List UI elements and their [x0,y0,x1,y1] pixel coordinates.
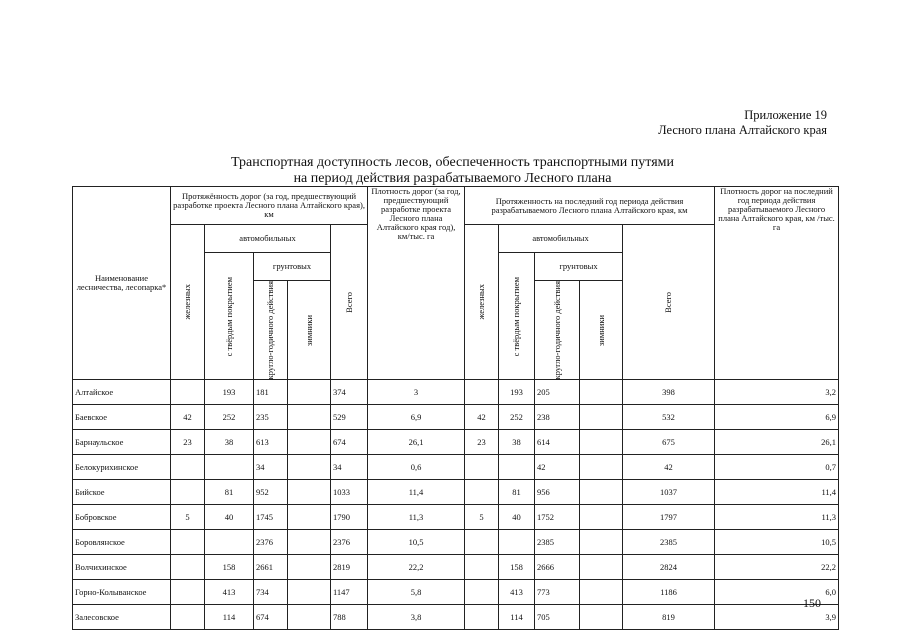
table-cell: 3,2 [715,380,839,405]
header-prev-year-round [254,281,288,380]
table-cell: 22,2 [715,555,839,580]
table-cell [288,580,331,605]
table-cell: 773 [535,580,580,605]
table-cell: 158 [205,555,254,580]
table-cell: 734 [254,580,288,605]
header-prev-total-label: Всего [343,291,354,313]
table-cell: 5 [465,505,499,530]
table-cell [580,480,623,505]
table-cell: 398 [623,380,715,405]
table-cell [580,530,623,555]
header-last-year-round [535,281,580,380]
table-cell: 1790 [331,505,368,530]
table-cell: 674 [254,605,288,630]
table-cell: 2661 [254,555,288,580]
table-cell: 158 [499,555,535,580]
table-cell: 114 [205,605,254,630]
header-last-total [623,225,715,380]
table-cell [288,405,331,430]
table-cell: 23 [465,430,499,455]
table-cell [499,455,535,480]
table-cell: 2376 [331,530,368,555]
table-cell: 40 [205,505,254,530]
table-cell: 1147 [331,580,368,605]
table-cell: 0,7 [715,455,839,480]
table-cell: 2819 [331,555,368,580]
table-cell: 2666 [535,555,580,580]
table-cell: 10,5 [368,530,465,555]
table-cell: 1186 [623,580,715,605]
table-cell [465,605,499,630]
table-cell [465,555,499,580]
table-row [73,580,839,605]
table-cell: 374 [331,380,368,405]
header-last-hard-label: с твёрдым покрытием [511,276,522,356]
table-cell: 413 [499,580,535,605]
forestry-name-cell: Баевское [73,405,171,430]
forestry-name-cell: Залесовское [73,605,171,630]
table-cell [288,505,331,530]
table-cell [465,480,499,505]
table-cell [580,430,623,455]
table-cell [580,580,623,605]
header-prev-dirt: грунтовых [254,253,331,281]
forestry-name-cell: Бийское [73,480,171,505]
appendix-line-1: Приложение 19 [744,108,827,122]
table-cell: 38 [205,430,254,455]
forestry-name-cell: Барнаульское [73,430,171,455]
table-cell: 1752 [535,505,580,530]
table-cell [465,580,499,605]
header-prev-hard-label: с твёрдым покрытием [223,276,234,356]
table-cell: 235 [254,405,288,430]
table-cell: 11,3 [368,505,465,530]
table-cell [171,380,205,405]
header-last-dirt: грунтовых [535,253,623,281]
table-cell: 81 [205,480,254,505]
page-title [0,155,905,187]
table-cell: 956 [535,480,580,505]
forestry-name-cell: Боровлянское [73,530,171,555]
header-last-auto: автомобильных [499,225,623,253]
table-cell: 23 [171,430,205,455]
header-prev-year-round-label: кругло-годичного действия [265,281,275,380]
title-line-2: на период действия разрабатываемого Лесного плана [293,171,612,186]
table-cell: 1745 [254,505,288,530]
table-cell [580,505,623,530]
table-cell [288,380,331,405]
table-cell [465,380,499,405]
table-cell: 42 [535,455,580,480]
table-row [73,555,839,580]
table-cell [465,455,499,480]
table-body [73,380,839,630]
header-prev-rail [171,225,205,380]
table-cell: 1033 [331,480,368,505]
table-cell: 613 [254,430,288,455]
header-last-winter-label: зимники [595,314,606,346]
header-last-density: Плотность дорог на последний год периода действия разрабатываемого Лесного плана Алтайского края, км /тыс. га [715,187,839,380]
table-cell: 2385 [623,530,715,555]
header-last-year-round-label: кругло-годичного действия [551,281,562,380]
table-cell: 3,9 [715,605,839,630]
table-cell: 2385 [535,530,580,555]
forestry-name-cell: Волчихинское [73,555,171,580]
table-cell [171,555,205,580]
table-cell: 11,4 [715,480,839,505]
table-cell: 1037 [623,480,715,505]
table-cell: 42 [171,405,205,430]
page-number: 150 [803,596,821,610]
forestry-name-cell: Белокурихинское [73,455,171,480]
table-cell: 238 [535,405,580,430]
table-cell [580,380,623,405]
table-row [73,380,839,405]
table-cell: 252 [499,405,535,430]
table-cell: 26,1 [715,430,839,455]
table-cell [171,530,205,555]
table-cell [171,580,205,605]
header-prev-winter-label: зимники [303,314,314,346]
table-cell: 413 [205,580,254,605]
header-prev-total [331,225,368,380]
table-cell: 6,9 [368,405,465,430]
table-cell: 40 [499,505,535,530]
table-cell [288,530,331,555]
table-cell: 205 [535,380,580,405]
table-cell [465,530,499,555]
header-last-winter [580,281,623,380]
forestry-name-cell: Бобровское [73,505,171,530]
header-last-total-label: Всего [663,291,674,313]
forestry-name-cell: Алтайское [73,380,171,405]
table-row [73,455,839,480]
table-cell [171,455,205,480]
table-cell: 2376 [254,530,288,555]
header-last-rail-label: железных [476,284,487,320]
table-cell [288,605,331,630]
appendix-line-2: Лесного плана Алтайского края [658,123,827,137]
table-row [73,530,839,555]
table-cell: 3 [368,380,465,405]
table-cell: 675 [623,430,715,455]
table-cell: 181 [254,380,288,405]
table-cell: 532 [623,405,715,430]
table-cell: 42 [465,405,499,430]
header-last-rail [465,225,499,380]
table-cell: 42 [623,455,715,480]
header-prev-group: Протяжённость дорог (за год, предшествующий разработке проекта Лесного плана Алтайского края), км [171,187,368,225]
table-cell [288,480,331,505]
roads-table [72,186,839,630]
title-line-1: Транспортная доступность лесов, обеспеченность транспортными путями [230,155,675,170]
table-cell: 529 [331,405,368,430]
table-cell: 11,3 [715,505,839,530]
table-cell: 819 [623,605,715,630]
table-row [73,430,839,455]
header-prev-auto: автомобильных [205,225,331,253]
table-cell [288,455,331,480]
table-cell: 193 [205,380,254,405]
table-cell: 10,5 [715,530,839,555]
table-row [73,505,839,530]
table-cell: 11,4 [368,480,465,505]
table-cell [171,480,205,505]
table-cell: 3,8 [368,605,465,630]
header-prev-hard [205,253,254,380]
table-cell: 788 [331,605,368,630]
table-cell [205,530,254,555]
table-row [73,405,839,430]
table-cell: 26,1 [368,430,465,455]
header-last-hard [499,253,535,380]
table-header [73,187,839,380]
table-cell: 5,8 [368,580,465,605]
table-cell [580,455,623,480]
table-row [73,605,839,630]
table-cell: 0,6 [368,455,465,480]
table-cell: 1797 [623,505,715,530]
table-cell [580,405,623,430]
table-cell: 252 [205,405,254,430]
table-cell [288,430,331,455]
table-cell: 6,9 [715,405,839,430]
table-cell: 34 [254,455,288,480]
table-cell: 952 [254,480,288,505]
table-cell: 34 [331,455,368,480]
table-cell: 614 [535,430,580,455]
forestry-name-cell: Горно-Колыванское [73,580,171,605]
header-prev-density: Плотность дорог (за год, предшествующий разработке проекта Лесного плана Алтайского края год), км/тыс. га [368,187,465,380]
table-cell: 6,0 [715,580,839,605]
table-cell: 705 [535,605,580,630]
table-cell [499,530,535,555]
header-name: Наименование лесничества, лесопарка* [73,187,171,380]
table-cell: 81 [499,480,535,505]
table-cell [171,605,205,630]
table-cell: 22,2 [368,555,465,580]
table-cell: 114 [499,605,535,630]
header-prev-winter [288,281,331,380]
table-cell: 193 [499,380,535,405]
table-cell [580,555,623,580]
table-cell: 38 [499,430,535,455]
table-cell [288,555,331,580]
table-cell: 2824 [623,555,715,580]
header-last-group: Протяженность на последний год периода действия разрабатываемого Лесного плана Алтайского края, км [465,187,715,225]
appendix-label [658,108,827,138]
header-prev-rail-label: железных [182,284,192,320]
table-cell [205,455,254,480]
table-row [73,480,839,505]
table-cell [580,605,623,630]
table-cell: 674 [331,430,368,455]
table-cell: 5 [171,505,205,530]
